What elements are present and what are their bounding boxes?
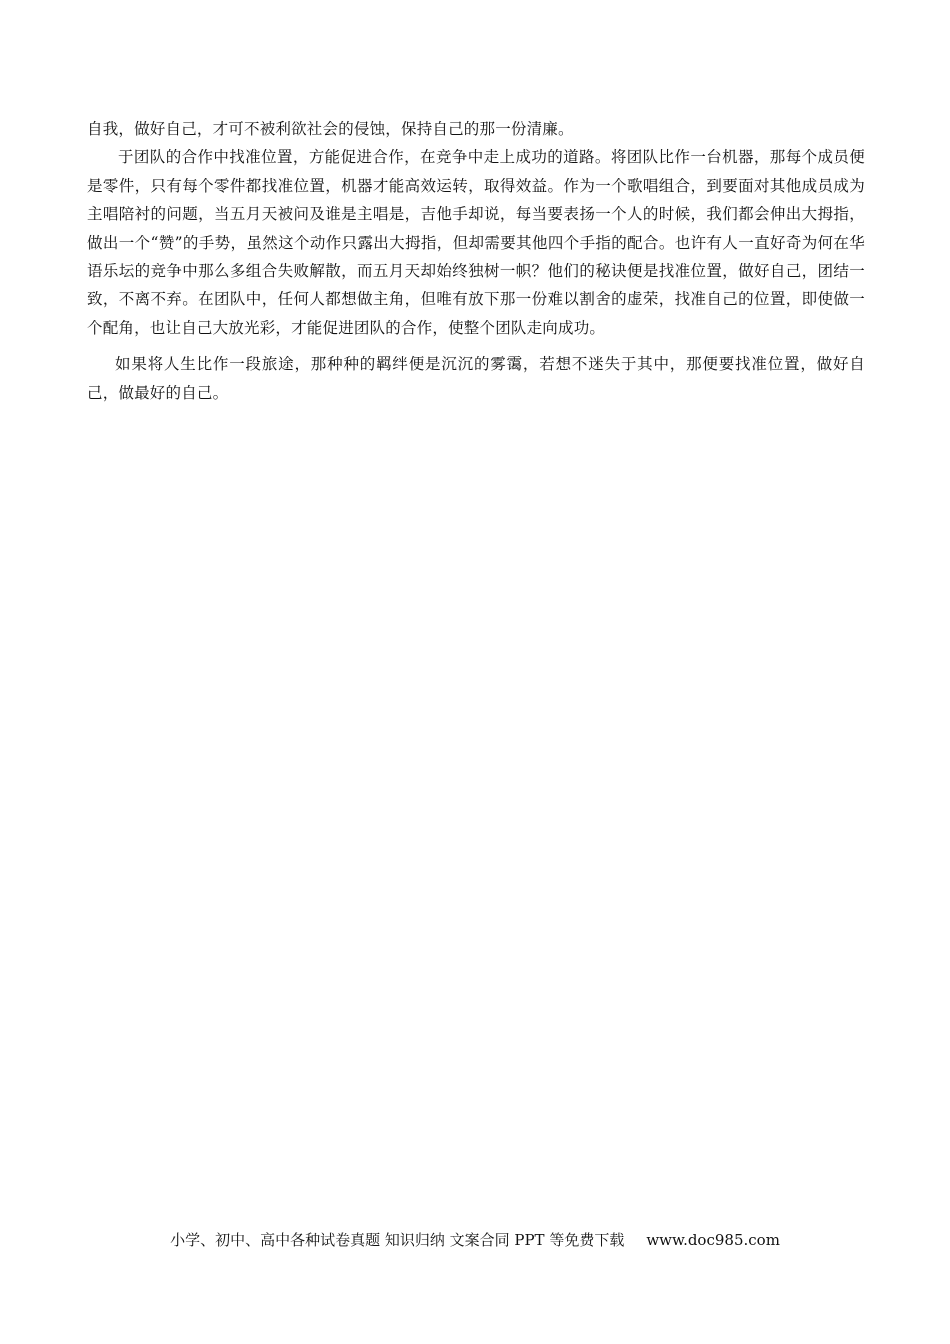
page-footer xyxy=(0,1229,950,1251)
document-body xyxy=(87,115,865,407)
paragraph-continued: 自我，做好自己，才可不被利欲社会的侵蚀，保持自己的那一份清廉。 xyxy=(87,120,574,138)
paragraph-team-cooperation: 于团队的合作中找准位置，方能促进合作，在竞争中走上成功的道路。将团队比作一台机器，那每个成员便是零件，只有每个零件都找准位置，机器才能高效运转，取得效益。作为一个歌唱组合，到要面对其他成员成为主唱陪衬的问题，当五月天被问及谁是主唱是，吉他手却说，每当要表扬一个人的时候，我们都会伸出大拇指，做出一个“赞”的手势，虽然这个动作只露出大拇指，但却需要其他四个手指的配合。也许有人一直好奇为何在华语乐坛的竞争中那么多组合失败解散，而五月天却始终独树一帜？他们的秘诀便是找准位置，做好自己，团结一致，不离不弃。在团队中，任何人都想做主角，但唯有放下那一份难以割舍的虚荣，找准自己的位置，即使做一个配角，也让自己大放光彩，才能促进团队的合作，使整个团队走向成功。 xyxy=(87,148,865,337)
footer-text: 小学、初中、高中各种试卷真题 知识归纳 文案合同 PPT 等免费下载 xyxy=(170,1231,625,1249)
footer-url[interactable]: www.doc985.com xyxy=(646,1231,780,1249)
paragraph-conclusion: 如果将人生比作一段旅途，那种种的羁绊便是沉沉的雾霭，若想不迷失于其中，那便要找准位置，做好自己，做最好的自己。 xyxy=(87,355,865,402)
